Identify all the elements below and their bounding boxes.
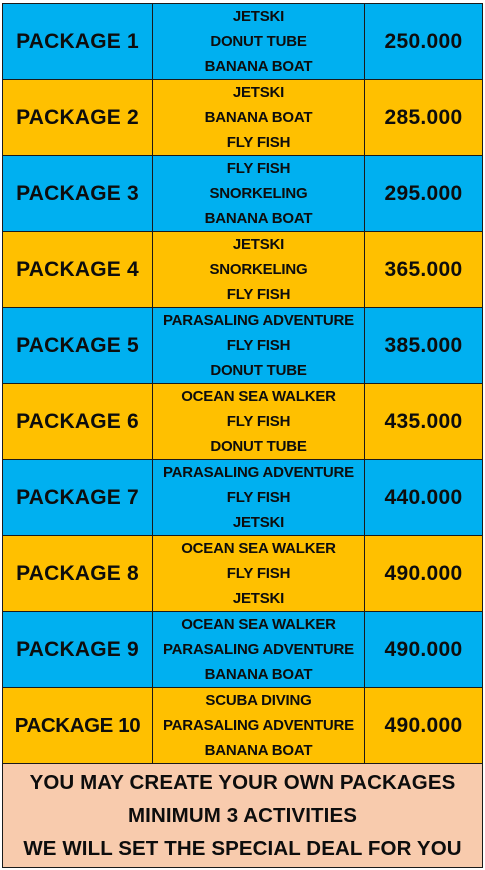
package-row — [3, 460, 483, 536]
footer-line-special-deal: WE WILL SET THE SPECIAL DEAL FOR YOU — [23, 837, 462, 860]
package-name: PACKAGE 3 — [3, 156, 153, 232]
package-row — [3, 156, 483, 232]
package-name: PACKAGE 10 — [3, 688, 153, 764]
package-name: PACKAGE 4 — [3, 232, 153, 308]
package-name: PACKAGE 2 — [3, 80, 153, 156]
package-price: 490.000 — [365, 536, 483, 612]
package-row — [3, 688, 483, 764]
package-activities — [153, 80, 365, 156]
activity-item: BANANA BOAT — [204, 742, 313, 759]
package-price: 490.000 — [365, 612, 483, 688]
activity-item: FLY FISH — [226, 489, 291, 506]
package-row — [3, 612, 483, 688]
activity-item: BANANA BOAT — [204, 666, 313, 683]
footer-note — [3, 764, 483, 868]
package-activities — [153, 4, 365, 80]
activity-item: FLY FISH — [226, 286, 291, 303]
activity-item: BANANA BOAT — [204, 58, 313, 75]
activity-item: BANANA BOAT — [204, 210, 313, 227]
package-activities — [153, 460, 365, 536]
activity-item: DONUT TUBE — [210, 362, 307, 379]
package-price: 250.000 — [365, 4, 483, 80]
footer-row — [3, 764, 483, 868]
footer-line-own-packages: YOU MAY CREATE YOUR OWN PACKAGES — [29, 771, 456, 794]
activity-item: OCEAN SEA WALKER — [181, 388, 336, 405]
activity-item: OCEAN SEA WALKER — [181, 616, 336, 633]
activity-item: PARASALING ADVENTURE — [162, 464, 354, 481]
package-price-table — [2, 3, 483, 868]
activity-item: SCUBA DIVING — [205, 692, 312, 709]
activity-item: FLY FISH — [226, 337, 291, 354]
activity-item: PARASALING ADVENTURE — [162, 641, 354, 658]
package-name: PACKAGE 7 — [3, 460, 153, 536]
activity-item: JETSKI — [232, 8, 285, 25]
package-activities — [153, 384, 365, 460]
package-price: 490.000 — [365, 688, 483, 764]
activity-item: FLY FISH — [226, 413, 291, 430]
package-activities — [153, 536, 365, 612]
package-price: 365.000 — [365, 232, 483, 308]
package-name: PACKAGE 8 — [3, 536, 153, 612]
package-activities — [153, 688, 365, 764]
activity-item: SNORKELING — [209, 261, 308, 278]
activity-item: JETSKI — [232, 514, 285, 531]
activity-item: PARASALING ADVENTURE — [162, 312, 354, 329]
package-activities — [153, 156, 365, 232]
activity-item: JETSKI — [232, 84, 285, 101]
package-price: 435.000 — [365, 384, 483, 460]
package-name: PACKAGE 9 — [3, 612, 153, 688]
activity-item: FLY FISH — [226, 134, 291, 151]
package-row — [3, 308, 483, 384]
activity-item: PARASALING ADVENTURE — [162, 717, 354, 734]
package-price: 285.000 — [365, 80, 483, 156]
activity-item: FLY FISH — [226, 160, 291, 177]
activity-item: SNORKELING — [209, 185, 308, 202]
package-price: 440.000 — [365, 460, 483, 536]
package-activities — [153, 308, 365, 384]
activity-item: JETSKI — [232, 590, 285, 607]
activity-item: BANANA BOAT — [204, 109, 313, 126]
package-row — [3, 232, 483, 308]
package-price: 295.000 — [365, 156, 483, 232]
package-name: PACKAGE 5 — [3, 308, 153, 384]
package-rows — [3, 4, 483, 868]
package-activities — [153, 612, 365, 688]
activity-item: DONUT TUBE — [210, 438, 307, 455]
activity-item: JETSKI — [232, 236, 285, 253]
footer-line-minimum: MINIMUM 3 ACTIVITIES — [127, 804, 358, 827]
activity-item: DONUT TUBE — [210, 33, 307, 50]
package-row — [3, 80, 483, 156]
package-activities — [153, 232, 365, 308]
package-row — [3, 4, 483, 80]
activity-item: FLY FISH — [226, 565, 291, 582]
package-name: PACKAGE 1 — [3, 4, 153, 80]
package-row — [3, 384, 483, 460]
package-row — [3, 536, 483, 612]
activity-item: OCEAN SEA WALKER — [181, 540, 336, 557]
package-price: 385.000 — [365, 308, 483, 384]
package-name: PACKAGE 6 — [3, 384, 153, 460]
